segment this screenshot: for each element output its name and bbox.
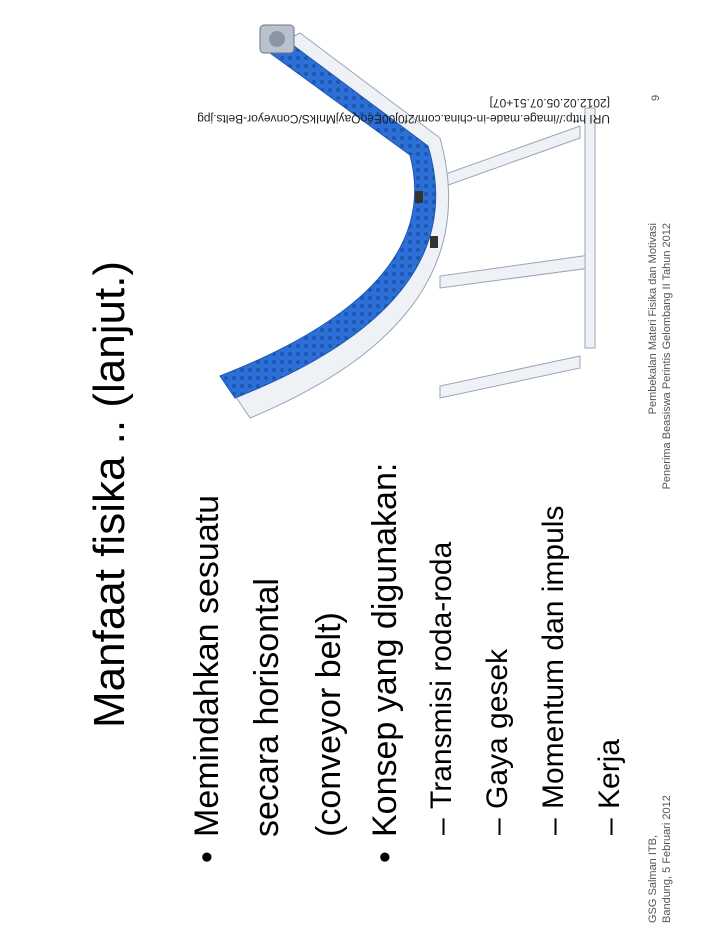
concept-item	[482, 649, 514, 835]
footer-event-subline: Penerima Beasiswa Perintis Gelombang II Tahun 2012	[661, 223, 673, 490]
dash-symbol: –	[425, 818, 458, 835]
concept-text: Momentum dan impuls	[537, 505, 570, 809]
concept-heading: Konsep yang digunakan:	[366, 462, 404, 837]
footer-location-line: GSG Salman ITB,	[647, 834, 659, 923]
concept-item	[426, 542, 458, 835]
image-caption: URI http://image.made-in-china.com/2f0j00EeoQayjMnIkS/Conveyor-Belts.jpg [2012.02.05.07.51+07]	[197, 96, 610, 126]
page-number: 9	[650, 94, 662, 101]
footer-event-line: Pembekalan Materi Fisika dan Motivasi	[647, 223, 659, 415]
concept-text: Kerja	[593, 738, 626, 809]
bullet-text-line-1: Memindahkan sesuatu	[188, 494, 226, 837]
bullet-text-line-2: secara horisontal	[248, 578, 286, 837]
footer-location	[646, 795, 674, 923]
footer-event	[646, 223, 674, 543]
dash-symbol: –	[537, 818, 570, 835]
bullet-symbol: •	[188, 851, 226, 863]
concept-heading-item	[368, 463, 404, 863]
bullet-symbol: •	[366, 851, 404, 863]
bullet-text-line-3: (conveyor belt)	[310, 612, 348, 837]
concept-item	[594, 739, 626, 835]
slide-title: Manfaat fisika .. (lanjut.)	[85, 260, 134, 728]
concept-item	[538, 506, 570, 835]
conveyor-belt-icon	[190, 18, 610, 438]
dash-symbol: –	[593, 818, 626, 835]
conveyor-belt-image	[190, 18, 610, 438]
footer-date-line: Bandung, 5 Februari 2012	[661, 795, 673, 923]
bullet-item	[190, 495, 226, 863]
concept-text: Transmisi roda-roda	[425, 541, 458, 809]
dash-symbol: –	[481, 818, 514, 835]
concept-text: Gaya gesek	[481, 648, 514, 809]
